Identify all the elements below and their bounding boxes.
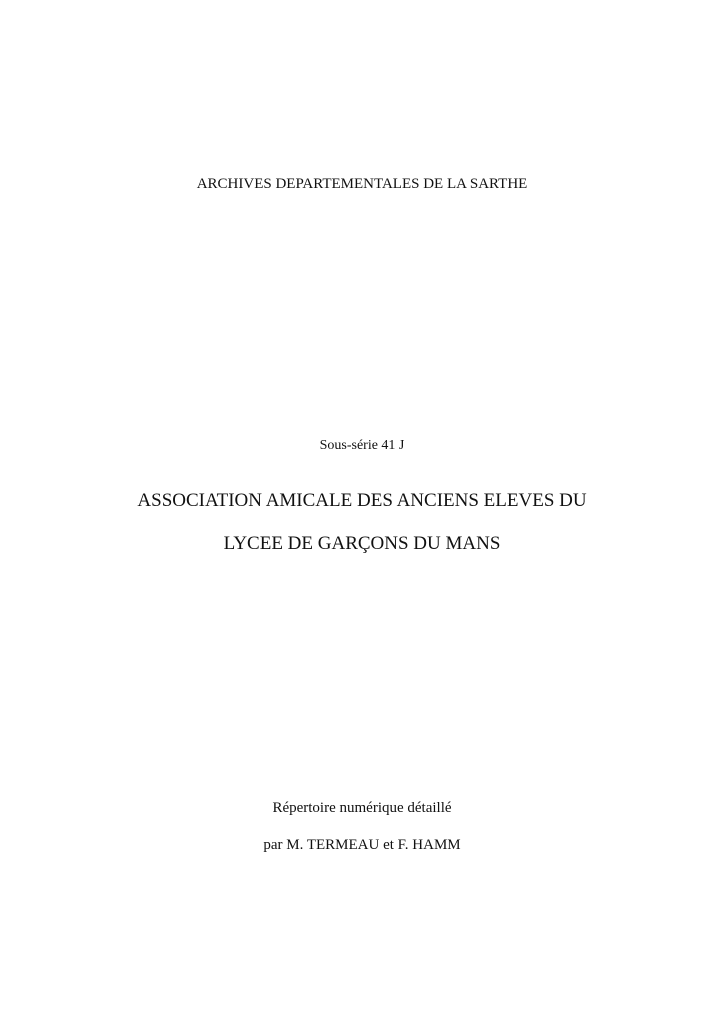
document-title-line-1: ASSOCIATION AMICALE DES ANCIENS ELEVES DU bbox=[137, 490, 587, 511]
repertoire-label: Répertoire numérique détaillé bbox=[272, 800, 452, 816]
authors-line: par M. TERMEAU et F. HAMM bbox=[263, 837, 461, 853]
document-title-line-2: LYCEE DE GARÇONS DU MANS bbox=[223, 533, 501, 554]
subseries-label: Sous-série 41 J bbox=[319, 438, 405, 453]
institution-heading: ARCHIVES DEPARTEMENTALES DE LA SARTHE bbox=[196, 176, 528, 192]
